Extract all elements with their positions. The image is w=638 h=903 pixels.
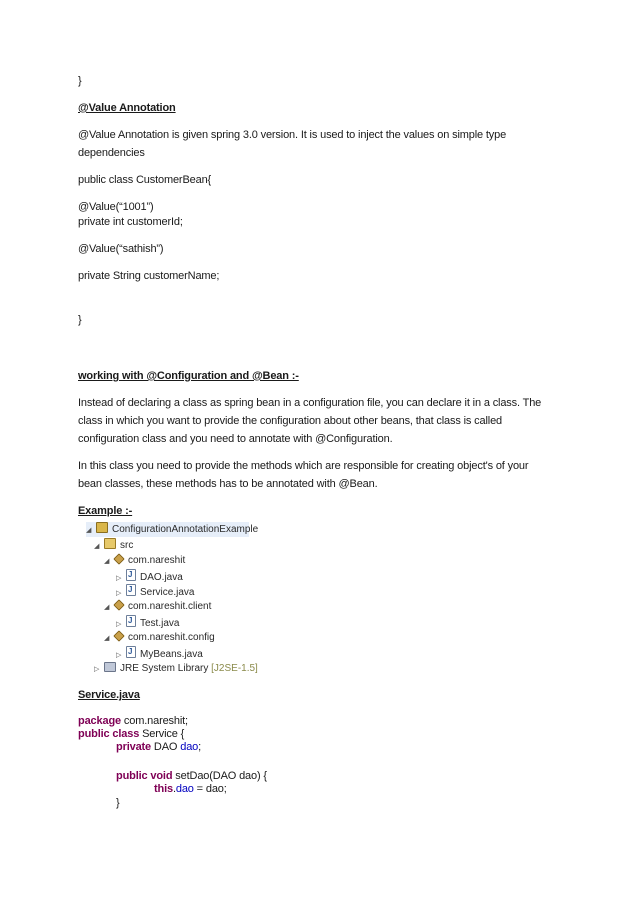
project-explorer-tree: [86, 522, 286, 678]
code-text: ;: [198, 741, 202, 753]
code-line-method-close: }: [116, 797, 120, 809]
tree-item-package-client: [104, 599, 211, 614]
tree-item-service-java: [116, 584, 194, 599]
tree-item-project: [86, 522, 259, 537]
customer-id-field: private int customerId;: [78, 216, 183, 228]
tree-label: src: [120, 540, 134, 551]
expand-triangle-icon: ◢: [104, 604, 110, 611]
code-line-package: [78, 714, 188, 728]
tree-label: ConfigurationAnnotationExample: [112, 524, 259, 535]
example-heading: Example :-: [78, 505, 133, 517]
library-icon: [104, 662, 116, 672]
keyword: public class: [78, 728, 140, 740]
tree-label: DAO.java: [140, 572, 183, 583]
field-name: dao: [175, 783, 194, 795]
expand-triangle-icon: ◢: [86, 527, 92, 534]
tree-label: com.nareshit.client: [128, 601, 212, 612]
java-file-icon: [126, 569, 136, 581]
tree-item-test-java: [116, 615, 179, 630]
code-text: .: [172, 783, 176, 795]
configuration-paragraph-1-line-1: Instead of declaring a class as spring bean in a configuration file, you can declare it in a class. The: [78, 397, 542, 409]
package-icon: [113, 553, 124, 564]
collapse-triangle-icon: ▷: [116, 621, 122, 628]
collapse-triangle-icon: ▷: [116, 652, 122, 659]
collapse-triangle-icon: ▷: [116, 575, 122, 582]
tree-item-dao-java: [116, 569, 183, 584]
source-folder-icon: [104, 538, 116, 549]
tree-label: com.nareshit.config: [128, 632, 215, 643]
code-text: DAO: [151, 741, 181, 753]
field-name: dao: [180, 741, 199, 753]
code-line-method: [116, 769, 267, 783]
configuration-paragraph-1-line-2: class in which you want to provide the configuration about other beans, that class is called: [78, 415, 503, 427]
code-text: setDao(DAO dao) {: [172, 770, 267, 782]
tree-item-src: [94, 538, 133, 553]
configuration-paragraph-2-line-1: In this class you need to provide the methods which are responsible for creating object's of your: [78, 460, 529, 472]
tree-label: Test.java: [140, 618, 180, 629]
java-file-icon: [126, 646, 136, 658]
tree-item-package-config: [104, 630, 215, 645]
library-version: [J2SE-1.5]: [211, 663, 258, 674]
value-annotation-desc-line-1: @Value Annotation is given spring 3.0 version. It is used to inject the values on simple type: [78, 129, 507, 141]
value-annotation-desc-line-2: dependencies: [78, 147, 145, 159]
class-declaration: public class CustomerBean{: [78, 174, 212, 186]
configuration-paragraph-1-line-3: configuration class and you need to annotate with @Configuration.: [78, 433, 393, 445]
code-text: com.nareshit;: [120, 715, 188, 727]
code-text: Service {: [139, 728, 185, 740]
code-text: = dao;: [193, 783, 227, 795]
closing-brace-2: }: [78, 314, 82, 326]
configuration-paragraph-2-line-2: bean classes, these methods has to be annotated with @Bean.: [78, 478, 378, 490]
customer-name-field: private String customerName;: [78, 270, 220, 282]
tree-label: MyBeans.java: [140, 649, 203, 660]
configuration-heading: working with @Configuration and @Bean :-: [78, 370, 299, 382]
project-icon: [96, 522, 108, 533]
tree-item-jre-library: [94, 661, 258, 676]
collapse-triangle-icon: ▷: [116, 590, 122, 597]
keyword: package: [78, 715, 121, 727]
keyword: this: [154, 783, 173, 795]
java-file-icon: [126, 615, 136, 627]
service-java-heading: Service.java: [78, 689, 140, 701]
expand-triangle-icon: ◢: [94, 543, 100, 550]
closing-brace: }: [78, 75, 82, 87]
expand-triangle-icon: ◢: [104, 635, 110, 642]
tree-label: JRE System Library: [120, 663, 209, 674]
keyword: public void: [116, 770, 173, 782]
expand-triangle-icon: ◢: [104, 558, 110, 565]
package-icon: [113, 599, 124, 610]
value-annotation-sathish: @Value(“sathish”): [78, 243, 164, 255]
value-annotation-heading: @Value Annotation: [78, 102, 176, 114]
code-line-class: [78, 727, 184, 741]
keyword: private: [116, 741, 152, 753]
java-file-icon: [126, 584, 136, 596]
tree-label: Service.java: [140, 587, 195, 598]
collapse-triangle-icon: ▷: [94, 666, 100, 673]
tree-item-mybeans-java: [116, 646, 203, 661]
code-line-assign: [154, 782, 227, 796]
tree-label: com.nareshit: [128, 555, 186, 566]
code-line-field: [116, 740, 201, 754]
value-annotation-1001: @Value(“1001”): [78, 201, 154, 213]
package-icon: [113, 630, 124, 641]
tree-item-package-nareshit: [104, 553, 185, 568]
